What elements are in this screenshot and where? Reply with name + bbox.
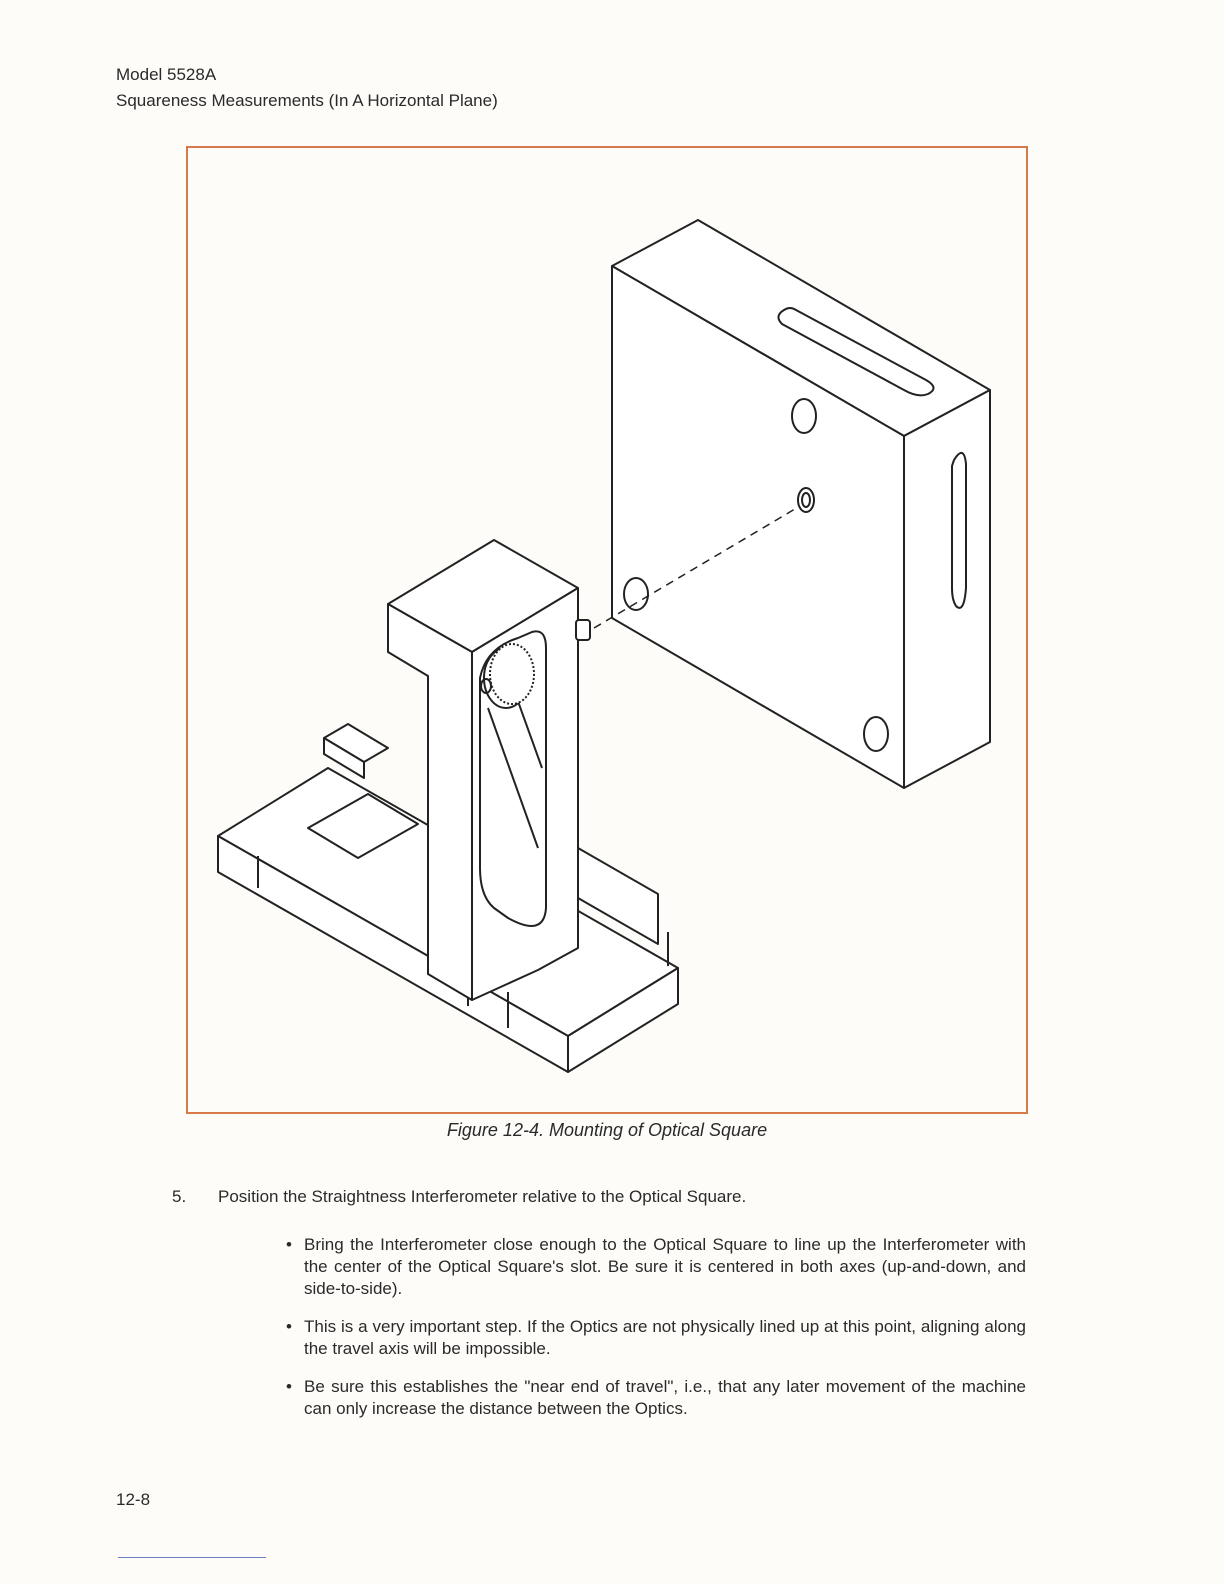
bullet-item bbox=[286, 1316, 1026, 1360]
step-number: 5. bbox=[172, 1187, 187, 1206]
bullet-dot-icon: • bbox=[286, 1377, 292, 1396]
model-title: Model 5528A bbox=[116, 65, 217, 84]
section-title: Squareness Measurements (In A Horizontal Plane) bbox=[116, 91, 498, 110]
bullet-text: Be sure this establishes the "near end of travel", i.e., that any later movement of the machine can only increase the distance between the Optics. bbox=[304, 1377, 1026, 1418]
bullet-list bbox=[286, 1234, 1026, 1436]
step-text: Position the Straightness Interferometer relative to the Optical Square. bbox=[218, 1187, 747, 1206]
bullet-item bbox=[286, 1234, 1026, 1300]
bullet-dot-icon: • bbox=[286, 1317, 292, 1336]
bullet-item bbox=[286, 1376, 1026, 1420]
page-header bbox=[116, 62, 498, 114]
optical-square-illustration bbox=[188, 148, 1026, 1112]
page-number: 12-8 bbox=[116, 1490, 151, 1509]
figure-frame bbox=[186, 146, 1028, 1114]
figure-caption: Figure 12-4. Mounting of Optical Square bbox=[446, 1120, 768, 1140]
bullet-text: Bring the Interferometer close enough to the Optical Square to line up the Interferometer with the center of the Optical Square's slot. Be sure it is centered in both axes (up-and-down, and side-to-side). bbox=[304, 1235, 1026, 1298]
footer-divider bbox=[118, 1557, 266, 1558]
bullet-text: This is a very important step. If the Optics are not physically lined up at this point, aligning along the travel axis will be impossible. bbox=[304, 1317, 1026, 1358]
optical-square-block bbox=[594, 220, 990, 788]
bullet-dot-icon: • bbox=[286, 1235, 292, 1254]
